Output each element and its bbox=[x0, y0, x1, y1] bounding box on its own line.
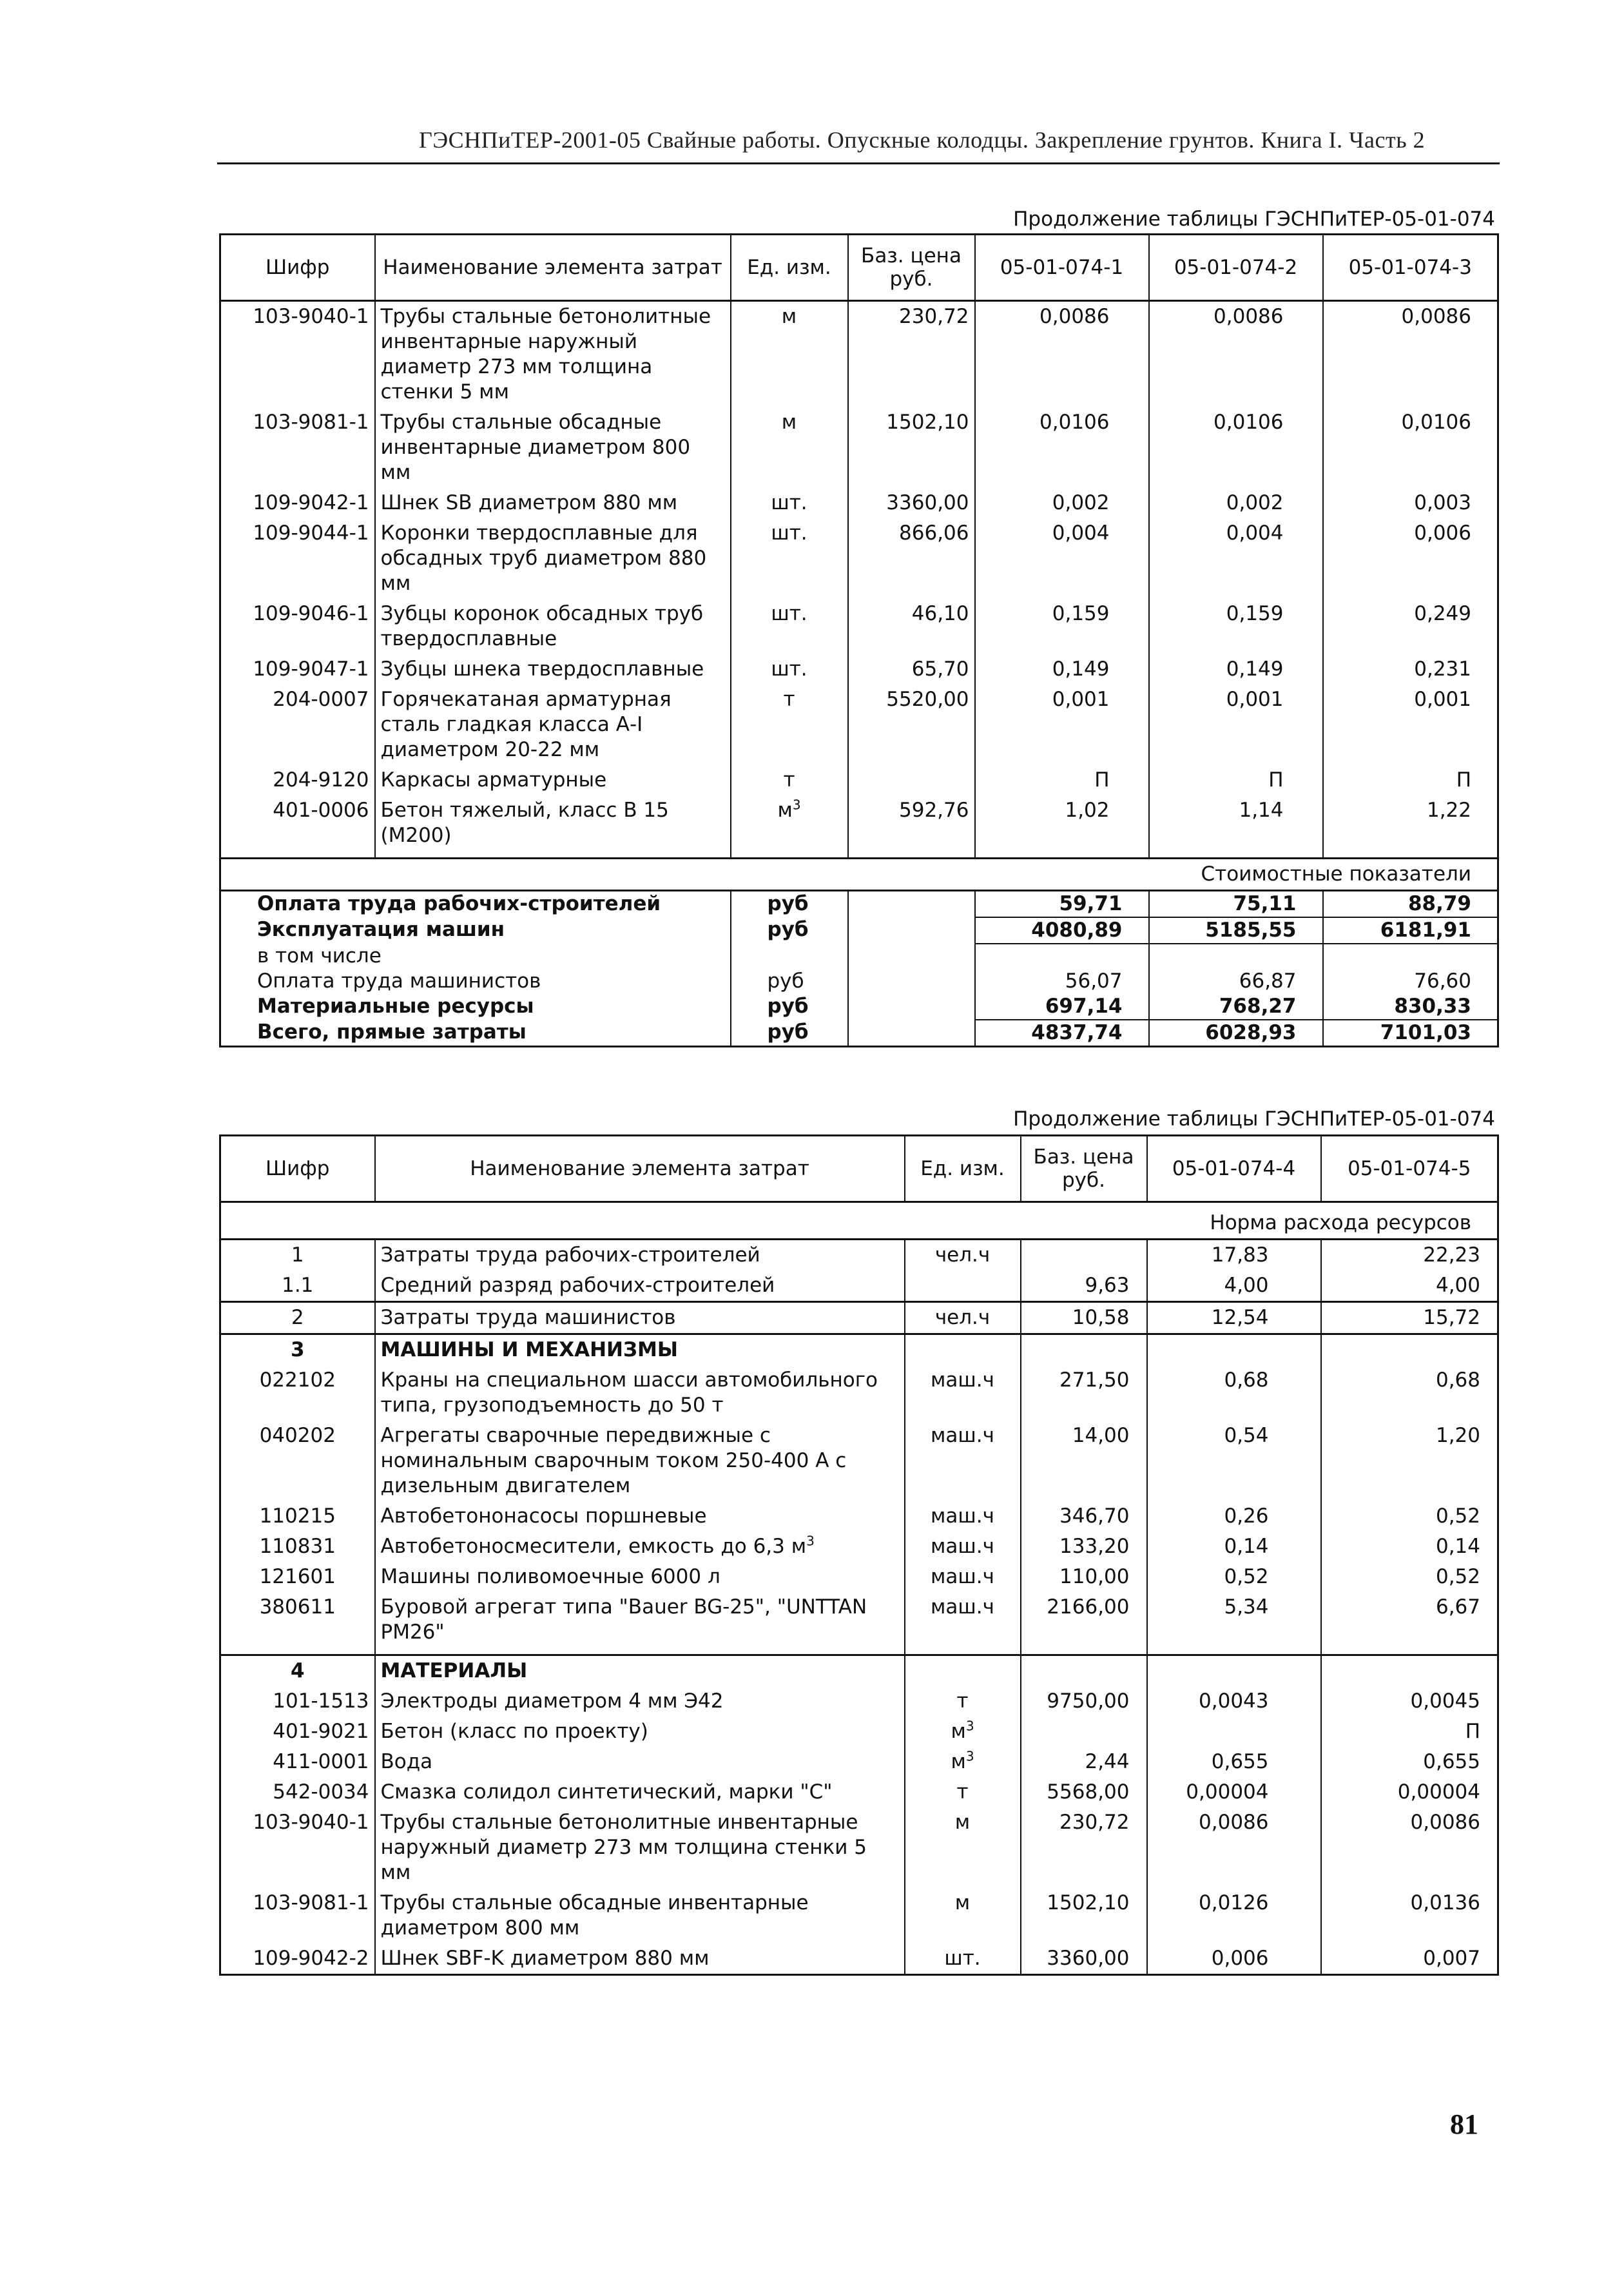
code-cell: 2 bbox=[220, 1302, 375, 1334]
table-row bbox=[220, 1562, 1498, 1592]
code-cell: 204-9120 bbox=[220, 765, 375, 795]
name-cell: Шнек SBF-K диаметром 880 мм bbox=[375, 1943, 905, 1975]
name-cell: Затраты труда рабочих-строителей bbox=[375, 1240, 905, 1271]
value-cell: 1,02 bbox=[975, 795, 1149, 859]
col-header-v4: 05-01-074-4 bbox=[1147, 1136, 1321, 1202]
table-row bbox=[220, 1421, 1498, 1501]
section-title: МАТЕРИАЛЫ bbox=[375, 1655, 905, 1687]
code-cell: 103-9081-1 bbox=[220, 1888, 375, 1943]
name-cell: Смазка солидол синтетический, марки "С" bbox=[375, 1777, 905, 1807]
name-cell: Трубы стальные бетонолитные инвентарные наружный диаметр 273 мм толщина стенки 5 мм bbox=[375, 301, 731, 408]
table1-body bbox=[220, 235, 1498, 1047]
name-cell: Зубцы шнека твердосплавные bbox=[375, 654, 731, 685]
value-cell: 0,006 bbox=[1147, 1943, 1321, 1975]
value-cell: 0,0086 bbox=[975, 301, 1149, 408]
name-cell: Электроды диаметром 4 мм Э42 bbox=[375, 1686, 905, 1717]
table-row bbox=[220, 1270, 1498, 1302]
cost-empty bbox=[848, 891, 975, 918]
cost-value: 75,11 bbox=[1149, 891, 1323, 918]
table-row bbox=[220, 765, 1498, 795]
norm-header: Норма расхода ресурсов bbox=[220, 1202, 1498, 1240]
empty-cell bbox=[1147, 1655, 1321, 1687]
value-cell: 0,52 bbox=[1147, 1562, 1321, 1592]
cost-unit bbox=[731, 944, 848, 969]
value-cell: 0,149 bbox=[975, 654, 1149, 685]
code-cell: 109-9046-1 bbox=[220, 599, 375, 654]
cost-label: Оплата труда рабочих-строителей bbox=[220, 891, 731, 918]
cost-row bbox=[220, 917, 1498, 944]
name-cell: Вода bbox=[375, 1747, 905, 1777]
price-cell: 10,58 bbox=[1021, 1302, 1147, 1334]
cost-label: Материальные ресурсы bbox=[220, 994, 731, 1020]
unit-cell: маш.ч bbox=[905, 1532, 1021, 1562]
value-cell: 0,007 bbox=[1321, 1943, 1498, 1975]
running-header: ГЭСНПиТЕР-2001-05 Свайные работы. Опускные колодцы. Закрепление грунтов. Книга I. Часть 2 bbox=[419, 127, 1426, 153]
value-cell: 0,002 bbox=[1149, 488, 1323, 518]
table-row bbox=[220, 1807, 1498, 1888]
table-row bbox=[220, 1240, 1498, 1271]
cost-value: 768,27 bbox=[1149, 994, 1323, 1020]
cost-value: 4080,89 bbox=[975, 917, 1149, 944]
cost-value: 7101,03 bbox=[1323, 1020, 1498, 1047]
col-header-unit: Ед. изм. bbox=[731, 235, 848, 301]
value-cell: 4,00 bbox=[1321, 1270, 1498, 1302]
code-cell: 103-9040-1 bbox=[220, 301, 375, 408]
name-cell bbox=[375, 1532, 905, 1562]
value-cell: 0,0045 bbox=[1321, 1686, 1498, 1717]
value-cell: 0,0086 bbox=[1323, 301, 1498, 408]
empty-cell bbox=[905, 1655, 1021, 1687]
empty-cell bbox=[905, 1334, 1021, 1366]
name-cell: Каркасы арматурные bbox=[375, 765, 731, 795]
price-cell: 866,06 bbox=[848, 518, 975, 599]
value-cell: 0,231 bbox=[1323, 654, 1498, 685]
table-row bbox=[220, 654, 1498, 685]
cost-empty bbox=[848, 944, 975, 969]
unit-cell: маш.ч bbox=[905, 1562, 1021, 1592]
value-cell: 0,003 bbox=[1323, 488, 1498, 518]
value-cell: 0,0106 bbox=[975, 407, 1149, 488]
table-row bbox=[220, 685, 1498, 765]
machines-section-row bbox=[220, 1334, 1498, 1366]
cost-unit: руб bbox=[731, 891, 848, 918]
value-cell: 0,52 bbox=[1321, 1562, 1498, 1592]
materials-section-row bbox=[220, 1655, 1498, 1687]
price-cell: 271,50 bbox=[1021, 1365, 1147, 1421]
unit-cell: м bbox=[731, 301, 848, 408]
unit-cell: шт. bbox=[731, 599, 848, 654]
value-cell: 0,0106 bbox=[1149, 407, 1323, 488]
table-row bbox=[220, 1686, 1498, 1717]
superscript: 3 bbox=[965, 1718, 974, 1734]
table-row bbox=[220, 1717, 1498, 1747]
table-row bbox=[220, 301, 1498, 408]
name-cell: Автобетононасосы поршневые bbox=[375, 1501, 905, 1532]
table-row bbox=[220, 1888, 1498, 1943]
cost-unit: руб bbox=[731, 917, 848, 944]
col-header-v5: 05-01-074-5 bbox=[1321, 1136, 1498, 1202]
value-cell: 0,0086 bbox=[1321, 1807, 1498, 1888]
value-cell: 0,0106 bbox=[1323, 407, 1498, 488]
cost-unit: руб bbox=[731, 1020, 848, 1047]
unit-cell bbox=[731, 795, 848, 859]
code-cell: 022102 bbox=[220, 1365, 375, 1421]
cost-empty bbox=[848, 917, 975, 944]
price-cell: 2,44 bbox=[1021, 1747, 1147, 1777]
code-cell: 101-1513 bbox=[220, 1686, 375, 1717]
cost-header: Стоимостные показатели bbox=[220, 859, 1498, 891]
cost-row bbox=[220, 891, 1498, 918]
table-row bbox=[220, 1365, 1498, 1421]
unit-cell: м bbox=[905, 1888, 1021, 1943]
name-cell: Зубцы коронок обсадных труб твердосплавные bbox=[375, 599, 731, 654]
price-cell bbox=[1021, 1717, 1147, 1747]
col-header-v1: 05-01-074-1 bbox=[975, 235, 1149, 301]
table-row bbox=[220, 1532, 1498, 1562]
price-cell: 110,00 bbox=[1021, 1562, 1147, 1592]
code-cell: 109-9044-1 bbox=[220, 518, 375, 599]
code-cell: 1.1 bbox=[220, 1270, 375, 1302]
cost-value: 66,87 bbox=[1149, 969, 1323, 994]
code-cell: 109-9047-1 bbox=[220, 654, 375, 685]
price-cell: 9750,00 bbox=[1021, 1686, 1147, 1717]
superscript: 3 bbox=[792, 797, 801, 813]
unit-cell: т bbox=[731, 685, 848, 765]
value-cell: 0,0126 bbox=[1147, 1888, 1321, 1943]
cost-label: в том числе bbox=[220, 944, 731, 969]
price-cell: 9,63 bbox=[1021, 1270, 1147, 1302]
table-row bbox=[220, 599, 1498, 654]
value-cell: 4,00 bbox=[1147, 1270, 1321, 1302]
value-cell bbox=[1147, 1717, 1321, 1747]
value-cell: П bbox=[975, 765, 1149, 795]
cost-value: 59,71 bbox=[975, 891, 1149, 918]
col-header-v2: 05-01-074-2 bbox=[1149, 235, 1323, 301]
unit-cell: т bbox=[905, 1777, 1021, 1807]
name-cell: Агрегаты сварочные передвижные с номинальным сварочным током 250-400 А с дизельным двигателем bbox=[375, 1421, 905, 1501]
table-row bbox=[220, 488, 1498, 518]
price-cell: 5568,00 bbox=[1021, 1777, 1147, 1807]
cost-value bbox=[975, 944, 1149, 969]
price-cell: 230,72 bbox=[848, 301, 975, 408]
table1-continuation: Продолжение таблицы ГЭСНПиТЕР-05-01-074 bbox=[1013, 208, 1495, 231]
unit-cell bbox=[905, 1270, 1021, 1302]
value-cell: 12,54 bbox=[1147, 1302, 1321, 1334]
value-cell: 0,0043 bbox=[1147, 1686, 1321, 1717]
table-row bbox=[220, 1943, 1498, 1975]
code-cell: 103-9081-1 bbox=[220, 407, 375, 488]
value-cell: 1,22 bbox=[1323, 795, 1498, 859]
cost-empty bbox=[848, 969, 975, 994]
name-cell: Бетон тяжелый, класс В 15 (М200) bbox=[375, 795, 731, 859]
col-header-price: Баз. цена руб. bbox=[848, 235, 975, 301]
name-cell: Машины поливомоечные 6000 л bbox=[375, 1562, 905, 1592]
price-cell: 5520,00 bbox=[848, 685, 975, 765]
value-cell: 0,00004 bbox=[1321, 1777, 1498, 1807]
unit-cell: маш.ч bbox=[905, 1365, 1021, 1421]
price-cell: 592,76 bbox=[848, 795, 975, 859]
section-title: МАШИНЫ И МЕХАНИЗМЫ bbox=[375, 1334, 905, 1366]
code-cell: 401-0006 bbox=[220, 795, 375, 859]
value-cell: 6,67 bbox=[1321, 1592, 1498, 1655]
cost-row bbox=[220, 944, 1498, 969]
unit-cell: чел.ч bbox=[905, 1240, 1021, 1271]
cost-value: 697,14 bbox=[975, 994, 1149, 1020]
price-cell: 1502,10 bbox=[1021, 1888, 1147, 1943]
code-cell: 401-9021 bbox=[220, 1717, 375, 1747]
table-row bbox=[220, 1747, 1498, 1777]
cost-label: Оплата труда машинистов bbox=[220, 969, 731, 994]
name-cell: Горячекатаная арматурная сталь гладкая класса А-I диаметром 20-22 мм bbox=[375, 685, 731, 765]
empty-cell bbox=[1321, 1655, 1498, 1687]
value-cell: 0,14 bbox=[1321, 1532, 1498, 1562]
cost-value: 5185,55 bbox=[1149, 917, 1323, 944]
empty-cell bbox=[1321, 1334, 1498, 1366]
col-header-unit: Ед. изм. bbox=[905, 1136, 1021, 1202]
superscript: 3 bbox=[965, 1748, 974, 1764]
value-cell: 0,52 bbox=[1321, 1501, 1498, 1532]
price-cell: 230,72 bbox=[1021, 1807, 1147, 1888]
table-row bbox=[220, 1302, 1498, 1334]
cost-unit: руб bbox=[731, 994, 848, 1020]
table-row bbox=[220, 1777, 1498, 1807]
code-cell: 380611 bbox=[220, 1592, 375, 1655]
cost-unit: руб bbox=[731, 969, 848, 994]
name-cell: Средний разряд рабочих-строителей bbox=[375, 1270, 905, 1302]
unit-cell: т bbox=[905, 1686, 1021, 1717]
unit-cell bbox=[905, 1717, 1021, 1747]
name-cell: Трубы стальные обсадные инвентарные диаметром 800 мм bbox=[375, 407, 731, 488]
value-cell: 0,0086 bbox=[1147, 1807, 1321, 1888]
table-row bbox=[220, 1501, 1498, 1532]
price-cell: 46,10 bbox=[848, 599, 975, 654]
col-header-code: Шифр bbox=[220, 1136, 375, 1202]
name-cell: Шнек SB диаметром 880 мм bbox=[375, 488, 731, 518]
cost-label: Всего, прямые затраты bbox=[220, 1020, 731, 1047]
unit-cell: м bbox=[731, 407, 848, 488]
superscript: 3 bbox=[806, 1533, 815, 1549]
cost-value: 4837,74 bbox=[975, 1020, 1149, 1047]
price-cell: 1502,10 bbox=[848, 407, 975, 488]
unit-cell: м bbox=[905, 1807, 1021, 1888]
code-cell: 109-9042-1 bbox=[220, 488, 375, 518]
unit-text: м bbox=[951, 1750, 966, 1773]
table-row bbox=[220, 518, 1498, 599]
empty-cell bbox=[1147, 1334, 1321, 1366]
code-cell: 109-9042-2 bbox=[220, 1943, 375, 1975]
name-cell: Бетон (класс по проекту) bbox=[375, 1717, 905, 1747]
cost-value: 6028,93 bbox=[1149, 1020, 1323, 1047]
value-cell: 0,0086 bbox=[1149, 301, 1323, 408]
code-cell: 411-0001 bbox=[220, 1747, 375, 1777]
value-cell: 0,655 bbox=[1321, 1747, 1498, 1777]
value-cell: 0,001 bbox=[1323, 685, 1498, 765]
unit-cell: чел.ч bbox=[905, 1302, 1021, 1334]
unit-cell bbox=[905, 1747, 1021, 1777]
value-cell: 5,34 bbox=[1147, 1592, 1321, 1655]
table1-header-row bbox=[220, 235, 1498, 301]
header-rule bbox=[217, 162, 1500, 164]
col-header-code: Шифр bbox=[220, 235, 375, 301]
unit-cell: маш.ч bbox=[905, 1501, 1021, 1532]
value-cell: 0,149 bbox=[1149, 654, 1323, 685]
code-cell: 542-0034 bbox=[220, 1777, 375, 1807]
page-number: 81 bbox=[1450, 2108, 1478, 2140]
name-cell: Затраты труда машинистов bbox=[375, 1302, 905, 1334]
cost-value bbox=[1323, 944, 1498, 969]
cost-header-row bbox=[220, 859, 1498, 891]
value-cell: 22,23 bbox=[1321, 1240, 1498, 1271]
cost-row bbox=[220, 969, 1498, 994]
price-cell: 14,00 bbox=[1021, 1421, 1147, 1501]
unit-cell: маш.ч bbox=[905, 1592, 1021, 1655]
unit-text: м bbox=[777, 799, 793, 822]
price-cell: 3360,00 bbox=[1021, 1943, 1147, 1975]
code-cell: 110831 bbox=[220, 1532, 375, 1562]
value-cell: 0,002 bbox=[975, 488, 1149, 518]
value-cell: 0,001 bbox=[975, 685, 1149, 765]
table-row bbox=[220, 1592, 1498, 1655]
code-cell: 1 bbox=[220, 1240, 375, 1271]
value-cell: 0,26 bbox=[1147, 1501, 1321, 1532]
unit-cell: шт. bbox=[905, 1943, 1021, 1975]
empty-cell bbox=[1021, 1334, 1147, 1366]
section-code: 4 bbox=[220, 1655, 375, 1687]
code-cell: 040202 bbox=[220, 1421, 375, 1501]
unit-cell: шт. bbox=[731, 518, 848, 599]
value-cell: 0,006 bbox=[1323, 518, 1498, 599]
unit-cell: шт. bbox=[731, 488, 848, 518]
value-cell: 0,68 bbox=[1147, 1365, 1321, 1421]
price-cell: 3360,00 bbox=[848, 488, 975, 518]
unit-text: Автобетоносмесители, емкость до 6,3 м bbox=[380, 1535, 807, 1558]
table-row bbox=[220, 795, 1498, 859]
code-cell: 204-0007 bbox=[220, 685, 375, 765]
cost-empty bbox=[848, 1020, 975, 1047]
value-cell: 0,004 bbox=[1149, 518, 1323, 599]
price-cell: 133,20 bbox=[1021, 1532, 1147, 1562]
unit-text: м bbox=[951, 1720, 966, 1743]
price-cell: 2166,00 bbox=[1021, 1592, 1147, 1655]
price-cell: 65,70 bbox=[848, 654, 975, 685]
col-header-price: Баз. цена руб. bbox=[1021, 1136, 1147, 1202]
value-cell: 0,159 bbox=[975, 599, 1149, 654]
value-cell: 0,159 bbox=[1149, 599, 1323, 654]
cost-value: 56,07 bbox=[975, 969, 1149, 994]
price-cell bbox=[1021, 1240, 1147, 1271]
table1 bbox=[219, 233, 1499, 1047]
name-cell: Трубы стальные обсадные инвентарные диаметром 800 мм bbox=[375, 1888, 905, 1943]
table-row bbox=[220, 407, 1498, 488]
empty-cell bbox=[1021, 1655, 1147, 1687]
value-cell: 0,001 bbox=[1149, 685, 1323, 765]
value-cell: 15,72 bbox=[1321, 1302, 1498, 1334]
value-cell: 1,20 bbox=[1321, 1421, 1498, 1501]
col-header-name: Наименование элемента затрат bbox=[375, 1136, 905, 1202]
price-cell bbox=[848, 765, 975, 795]
code-cell: 110215 bbox=[220, 1501, 375, 1532]
value-cell: П bbox=[1149, 765, 1323, 795]
cost-row bbox=[220, 994, 1498, 1020]
value-cell: 0,14 bbox=[1147, 1532, 1321, 1562]
name-cell: Краны на специальном шасси автомобильного типа, грузоподъемность до 50 т bbox=[375, 1365, 905, 1421]
section-code: 3 bbox=[220, 1334, 375, 1366]
cost-value bbox=[1149, 944, 1323, 969]
value-cell: 0,004 bbox=[975, 518, 1149, 599]
value-cell: П bbox=[1321, 1717, 1498, 1747]
cost-value: 88,79 bbox=[1323, 891, 1498, 918]
price-cell: 346,70 bbox=[1021, 1501, 1147, 1532]
cost-value: 76,60 bbox=[1323, 969, 1498, 994]
cost-row bbox=[220, 1020, 1498, 1047]
table2-header-row bbox=[220, 1136, 1498, 1202]
table2 bbox=[219, 1134, 1499, 1976]
table2-body bbox=[220, 1136, 1498, 1975]
unit-cell: т bbox=[731, 765, 848, 795]
cost-label: Эксплуатация машин bbox=[220, 917, 731, 944]
col-header-name: Наименование элемента затрат bbox=[375, 235, 731, 301]
value-cell: 0,00004 bbox=[1147, 1777, 1321, 1807]
unit-cell: маш.ч bbox=[905, 1421, 1021, 1501]
norm-header-row bbox=[220, 1202, 1498, 1240]
value-cell: 0,655 bbox=[1147, 1747, 1321, 1777]
name-cell: Буровой агрегат типа "Bauer BG-25", "UNTTAN PM26" bbox=[375, 1592, 905, 1655]
value-cell: П bbox=[1323, 765, 1498, 795]
table2-continuation: Продолжение таблицы ГЭСНПиТЕР-05-01-074 bbox=[1013, 1107, 1495, 1131]
col-header-v3: 05-01-074-3 bbox=[1323, 235, 1498, 301]
value-cell: 1,14 bbox=[1149, 795, 1323, 859]
value-cell: 0,54 bbox=[1147, 1421, 1321, 1501]
value-cell: 0,68 bbox=[1321, 1365, 1498, 1421]
name-cell: Трубы стальные бетонолитные инвентарные наружный диаметр 273 мм толщина стенки 5 мм bbox=[375, 1807, 905, 1888]
cost-value: 6181,91 bbox=[1323, 917, 1498, 944]
code-cell: 121601 bbox=[220, 1562, 375, 1592]
value-cell: 0,0136 bbox=[1321, 1888, 1498, 1943]
value-cell: 0,249 bbox=[1323, 599, 1498, 654]
code-cell: 103-9040-1 bbox=[220, 1807, 375, 1888]
cost-value: 830,33 bbox=[1323, 994, 1498, 1020]
name-cell: Коронки твердосплавные для обсадных труб диаметром 880 мм bbox=[375, 518, 731, 599]
unit-cell: шт. bbox=[731, 654, 848, 685]
value-cell: 17,83 bbox=[1147, 1240, 1321, 1271]
cost-empty bbox=[848, 994, 975, 1020]
